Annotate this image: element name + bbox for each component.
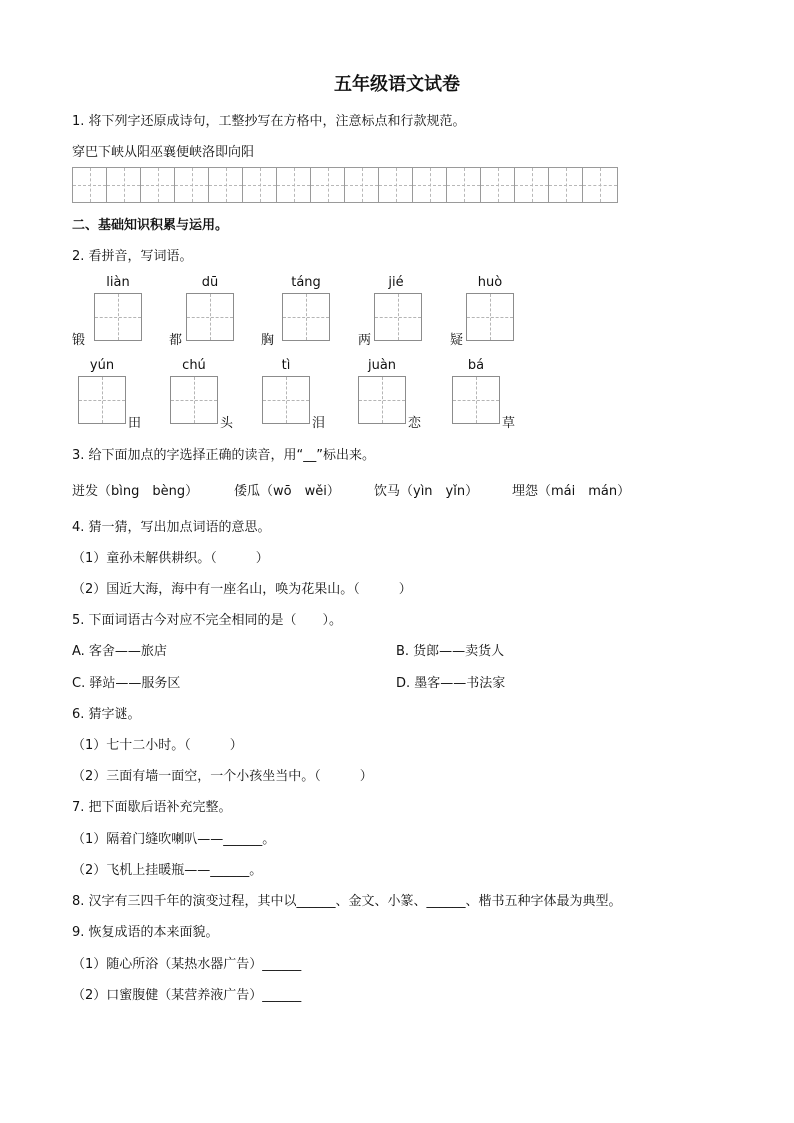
- pinyin-label: juàn: [367, 358, 397, 373]
- grid-cell[interactable]: [583, 168, 617, 202]
- given-char: 草: [502, 416, 516, 431]
- answer-grid[interactable]: [72, 167, 618, 203]
- pinyin-label: dū: [201, 275, 219, 290]
- tianzige-box[interactable]: [262, 376, 310, 424]
- pinyin-label: jié: [388, 275, 404, 290]
- q5-text: 5. 下面词语古今对应不完全相同的是（ ）。: [72, 613, 343, 628]
- grid-cell[interactable]: [345, 168, 379, 202]
- grid-cell[interactable]: [549, 168, 583, 202]
- tianzige-box[interactable]: [186, 293, 234, 341]
- q6-sub1: （1）七十二小时。（ ）: [72, 738, 243, 753]
- pinyin-label: bá: [467, 358, 485, 373]
- tianzige-box[interactable]: [282, 293, 330, 341]
- pinyin-label: tì: [281, 358, 291, 373]
- given-char: 泪: [312, 416, 326, 431]
- section-2-heading: 二、基础知识积累与运用。: [72, 218, 229, 233]
- q3-option[interactable]: 埋怨（mái mán）: [512, 484, 631, 499]
- grid-cell[interactable]: [141, 168, 175, 202]
- grid-cell[interactable]: [209, 168, 243, 202]
- q5-option-c[interactable]: C. 驿站——服务区: [72, 676, 181, 691]
- q7-sub2: （2）飞机上挂暖瓶——______。: [72, 863, 263, 878]
- q4-text: 4. 猜一猜，写出加点词语的意思。: [72, 520, 271, 535]
- q8-text: 8. 汉字有三四千年的演变过程，其中以______、金文、小篆、______、楷书五种字体最为典型。: [72, 894, 622, 909]
- q5-option-d[interactable]: D. 墨客——书法家: [396, 676, 506, 691]
- grid-cell[interactable]: [481, 168, 515, 202]
- q9-sub1: （1）随心所浴（某热水器广告）______: [72, 957, 302, 972]
- given-char: 两: [358, 333, 372, 348]
- tianzige-box[interactable]: [170, 376, 218, 424]
- grid-cell[interactable]: [243, 168, 277, 202]
- q4-sub2: （2）国近大海，海中有一座名山，唤为花果山。（ ）: [72, 582, 412, 597]
- tianzige-box[interactable]: [374, 293, 422, 341]
- pinyin-label: huò: [477, 275, 503, 290]
- page-title: 五年级语文试卷: [334, 74, 460, 95]
- q6-sub2: （2）三面有墙一面空，一个小孩坐当中。（ ）: [72, 769, 373, 784]
- pinyin-label: chú: [182, 358, 206, 373]
- given-char: 头: [220, 416, 234, 431]
- pinyin-label: liàn: [106, 275, 130, 290]
- tianzige-box[interactable]: [94, 293, 142, 341]
- grid-cell[interactable]: [107, 168, 141, 202]
- pinyin-label: yún: [89, 358, 115, 373]
- q9-sub2: （2）口蜜腹健（某营养液广告）______: [72, 988, 302, 1003]
- q3-option[interactable]: 倭瓜（wō wěi）: [234, 484, 340, 499]
- q4-sub1: （1）童孙未解供耕织。（ ）: [72, 551, 269, 566]
- q1-text: 1. 将下列字还原成诗句，工整抄写在方格中，注意标点和行款规范。: [72, 114, 466, 129]
- tianzige-box[interactable]: [466, 293, 514, 341]
- given-char: 都: [169, 333, 183, 348]
- grid-cell[interactable]: [413, 168, 447, 202]
- q9-text: 9. 恢复成语的本来面貌。: [72, 925, 219, 940]
- grid-cell[interactable]: [515, 168, 549, 202]
- q3-option[interactable]: 饮马（yìn yǐn）: [374, 484, 479, 499]
- grid-cell[interactable]: [447, 168, 481, 202]
- q6-text: 6. 猜字谜。: [72, 707, 141, 722]
- grid-cell[interactable]: [277, 168, 311, 202]
- q5-option-a[interactable]: A. 客舍——旅店: [72, 644, 167, 659]
- tianzige-box[interactable]: [452, 376, 500, 424]
- q7-sub1: （1）隔着门缝吹喇叭——______。: [72, 832, 276, 847]
- q3-text: 3. 给下面加点的字选择正确的读音，用“__”标出来。: [72, 448, 376, 463]
- pinyin-label: táng: [291, 275, 321, 290]
- q1-chars: 穿巴下峡从阳巫襄便峡洛即向阳: [72, 145, 255, 160]
- q3-option[interactable]: 迸发（bìng bèng）: [72, 484, 199, 499]
- grid-cell[interactable]: [175, 168, 209, 202]
- grid-cell[interactable]: [379, 168, 413, 202]
- given-char: 田: [128, 416, 142, 431]
- tianzige-box[interactable]: [358, 376, 406, 424]
- given-char: 胸: [261, 333, 275, 348]
- q7-text: 7. 把下面歇后语补充完整。: [72, 800, 232, 815]
- given-char: 恋: [408, 416, 422, 431]
- q5-option-b[interactable]: B. 货郎——卖货人: [396, 644, 505, 659]
- given-char: 锻: [72, 333, 86, 348]
- tianzige-box[interactable]: [78, 376, 126, 424]
- q2-text: 2. 看拼音，写词语。: [72, 249, 193, 264]
- grid-cell[interactable]: [311, 168, 345, 202]
- grid-cell[interactable]: [73, 168, 107, 202]
- given-char: 疑: [450, 333, 464, 348]
